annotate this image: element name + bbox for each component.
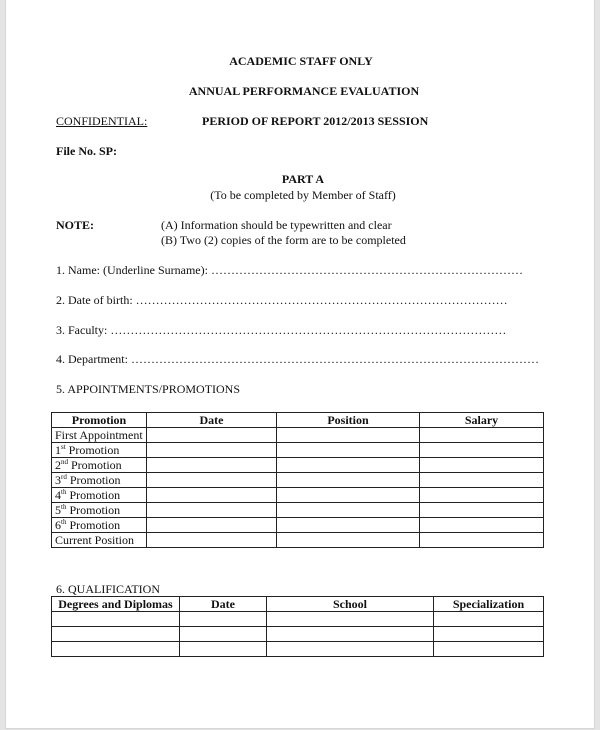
field-label: 3. Faculty: [56,323,111,337]
table-row [52,627,544,642]
part-a-subtitle: (To be completed by Member of Staff) [210,188,396,202]
table-cell[interactable] [277,503,420,518]
table-cell[interactable] [277,443,420,458]
ordinal-number: 3 [55,473,61,487]
table-cell[interactable] [52,612,180,627]
column-header: Degrees and Diplomas [52,597,180,612]
column-header: Date [147,413,277,428]
table-cell[interactable] [420,443,544,458]
field-dots: ………………………………………………………………………………………… [130,352,539,366]
table-cell[interactable] [434,627,544,642]
promotion-cell [52,473,147,488]
table-header-row [52,413,544,428]
table-cell[interactable] [277,458,420,473]
promotion-label: Promotion [66,488,121,502]
ordinal-number: 2 [55,458,61,472]
promotion-cell [52,443,147,458]
table-row [52,503,544,518]
table-cell[interactable] [420,518,544,533]
table-cell[interactable] [180,642,267,657]
qualification-title: 6. QUALIFICATION [56,582,160,596]
table-cell[interactable] [147,458,277,473]
field-label: 2. Date of birth: [56,293,136,307]
table-row [52,428,544,443]
table-header-row [52,597,544,612]
ordinal-suffix: rd [61,473,67,481]
note-b: (B) Two (2) copies of the form are to be completed [161,233,406,247]
ordinal-suffix: th [61,518,67,526]
table-cell[interactable] [267,627,434,642]
ordinal-number: 1 [55,443,61,457]
ordinal-number: 5 [55,503,61,517]
field-dots: ……………………………………………………………………………………… [110,323,507,337]
promotion-label: Promotion [66,503,121,517]
promotion-label: Current Position [55,533,135,547]
promotion-cell [52,458,147,473]
promotion-label: Promotion [65,443,120,457]
table-row [52,533,544,548]
promotion-cell [52,518,147,533]
field-faculty[interactable] [56,323,506,338]
promotion-label: First Appointment [55,428,143,442]
column-header: Date [180,597,267,612]
table-cell[interactable] [52,642,180,657]
file-number-label: File No. SP: [56,144,117,158]
table-cell[interactable] [267,612,434,627]
promotion-label: Promotion [68,458,122,472]
field-label: 4. Department: [56,352,131,366]
ordinal-suffix: th [61,503,67,511]
table-cell[interactable] [147,473,277,488]
field-date-of-birth[interactable] [56,293,508,308]
ordinal-suffix: nd [61,458,68,466]
table-row [52,518,544,533]
ordinal-number: 4 [55,488,61,502]
field-department[interactable] [56,352,539,367]
table-cell[interactable] [147,518,277,533]
column-header: Position [277,413,420,428]
table-cell[interactable] [180,627,267,642]
table-cell[interactable] [420,458,544,473]
table-cell[interactable] [434,612,544,627]
table-cell[interactable] [147,533,277,548]
column-header: School [267,597,434,612]
table-cell[interactable] [420,428,544,443]
field-dots: ………………………………………………………………………………… [135,293,508,307]
table-row [52,488,544,503]
table-cell[interactable] [52,627,180,642]
table-row [52,458,544,473]
table-cell[interactable] [420,503,544,518]
period-of-report: PERIOD OF REPORT 2012/2013 SESSION [202,114,429,128]
table-cell[interactable] [434,642,544,657]
table-cell[interactable] [277,428,420,443]
promotion-cell [52,503,147,518]
table-row [52,642,544,657]
table-cell[interactable] [267,642,434,657]
table-cell[interactable] [147,488,277,503]
heading-annual-evaluation: ANNUAL PERFORMANCE EVALUATION [188,84,420,98]
qualification-table [51,596,544,657]
table-cell[interactable] [420,533,544,548]
confidential-label: CONFIDENTIAL: [56,114,148,128]
promotion-label: Promotion [66,518,121,532]
note-label: NOTE: [56,218,95,232]
column-header: Salary [420,413,544,428]
table-cell[interactable] [277,488,420,503]
promotion-cell [52,533,147,548]
table-cell[interactable] [277,473,420,488]
ordinal-number: 6 [55,518,61,532]
table-cell[interactable] [147,443,277,458]
heading-academic-staff: ACADEMIC STAFF ONLY [229,54,373,68]
table-cell[interactable] [147,428,277,443]
table-row [52,443,544,458]
ordinal-suffix: st [61,443,66,451]
part-a-title: PART A [281,172,325,186]
column-header: Specialization [434,597,544,612]
appointments-title: 5. APPOINTMENTS/PROMOTIONS [56,382,241,396]
document-page [5,0,595,729]
field-name[interactable] [56,263,523,278]
ordinal-suffix: th [61,488,67,496]
table-row [52,473,544,488]
promotion-label: Promotion [66,473,121,487]
table-cell[interactable] [277,533,420,548]
table-row [52,612,544,627]
table-cell[interactable] [180,612,267,627]
table-cell[interactable] [277,518,420,533]
field-dots: …………………………………………………………………… [210,263,523,277]
column-header: Promotion [52,413,147,428]
table-cell[interactable] [147,503,277,518]
note-a: (A) Information should be typewritten and clear [161,218,392,232]
field-label: 1. Name: (Underline Surname): [56,263,211,277]
appointments-table [51,412,544,548]
table-cell[interactable] [420,473,544,488]
promotion-cell [52,488,147,503]
table-cell[interactable] [420,488,544,503]
promotion-cell [52,428,147,443]
